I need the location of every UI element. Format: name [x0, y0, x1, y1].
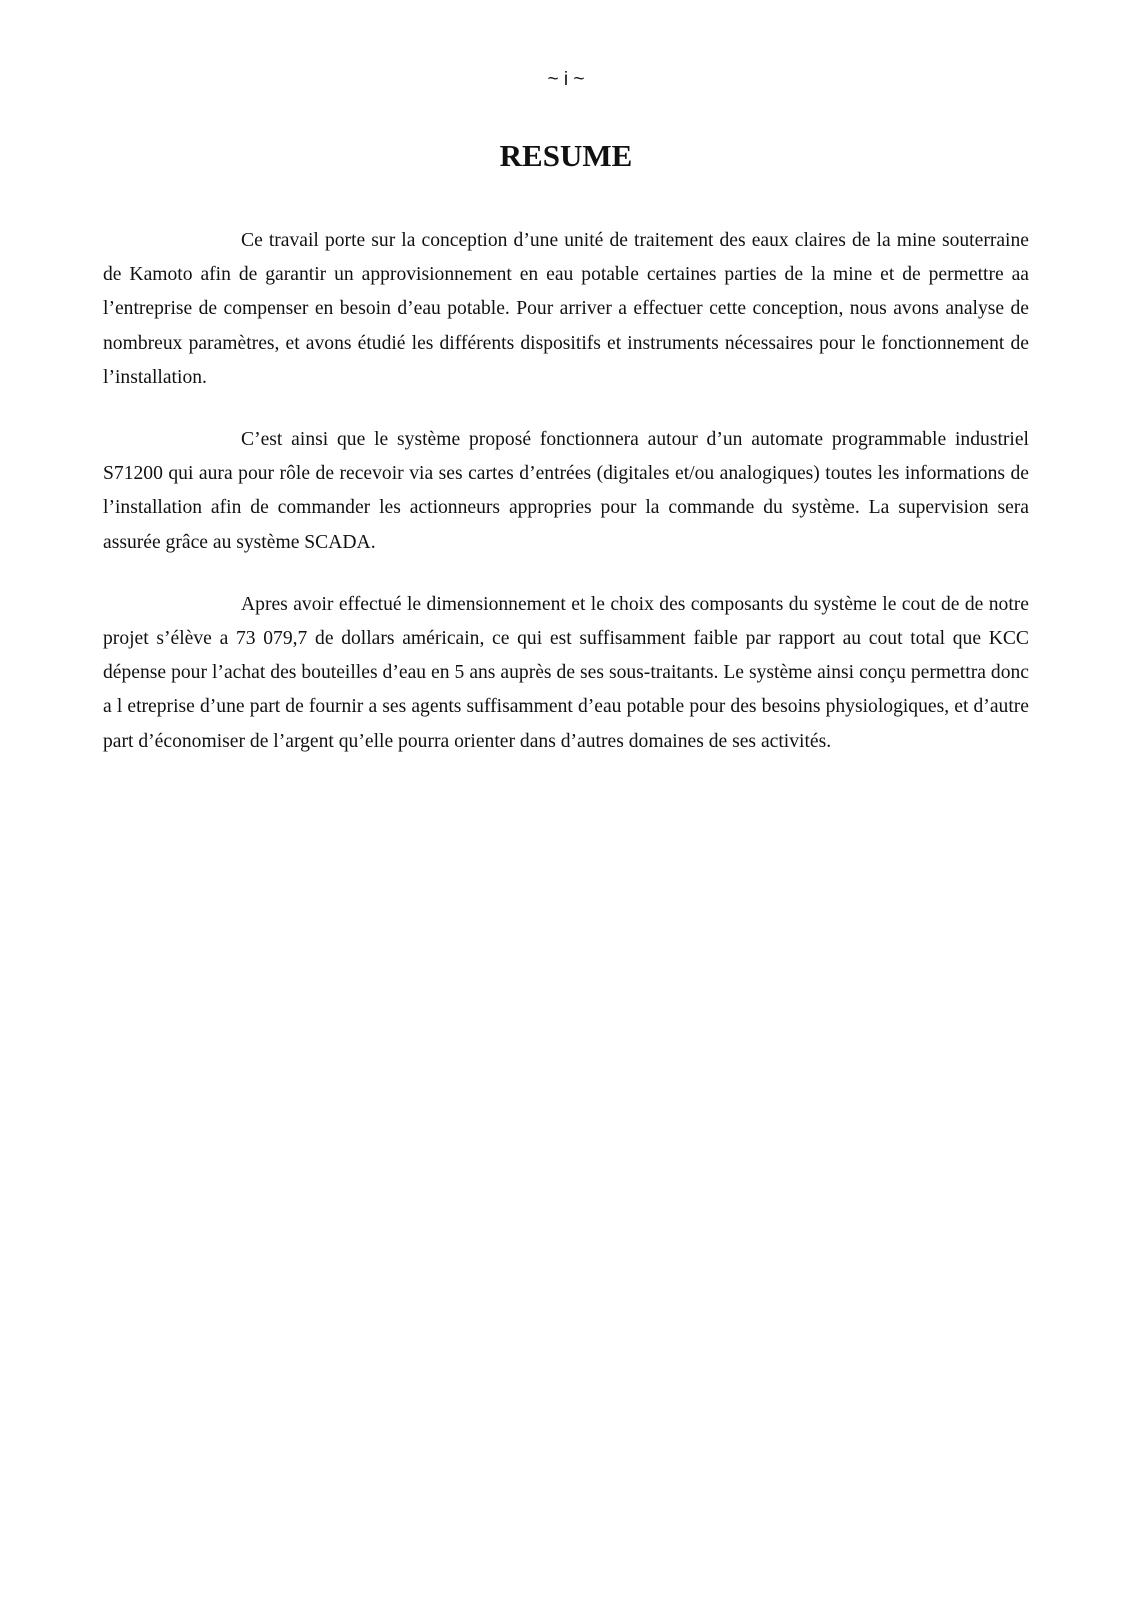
paragraph-2: C’est ainsi que le système proposé fonctionnera autour d’un automate programmable industriel S71200 qui aura pour rôle de recevoir via ses cartes d’entrées (digitales et/ou analogiques) toutes les informations de l’installation afin de commander les actionneurs appropries pour la commande du système. La supervision sera assurée grâce au système SCADA.	[103, 429, 1029, 553]
paragraph-3: Apres avoir effectué le dimensionnement et le choix des composants du système le cout de de notre projet s’élève a 73 079,7 de dollars américain, ce qui est suffisamment faible par rapport au cout total que KCC dépense pour l’achat des bouteilles d’eau en 5 ans auprès de ses sous-traitants. Le système ainsi conçu permettra donc a l etreprise d’une part de fournir a ses agents suffisamment d’eau potable pour des besoins physiologiques, et d’autre part d’économiser de l’argent qu’elle pourra orienter dans d’autres domaines de ses activités.	[103, 593, 1029, 752]
abstract-body	[103, 224, 1029, 787]
page-title: RESUME	[499, 138, 633, 173]
page-number: ~ i ~	[547, 69, 585, 90]
paragraph-1: Ce travail porte sur la conception d’une unité de traitement des eaux claires de la mine souterraine de Kamoto afin de garantir un approvisionnement en eau potable certaines parties de la mine et de permettre aa l’entreprise de compenser en besoin d’eau potable. Pour arriver a effectuer cette conception, nous avons analyse de nombreux paramètres, et avons étudié les différents dispositifs et instruments nécessaires pour le fonctionnement de l’installation.	[103, 230, 1029, 388]
